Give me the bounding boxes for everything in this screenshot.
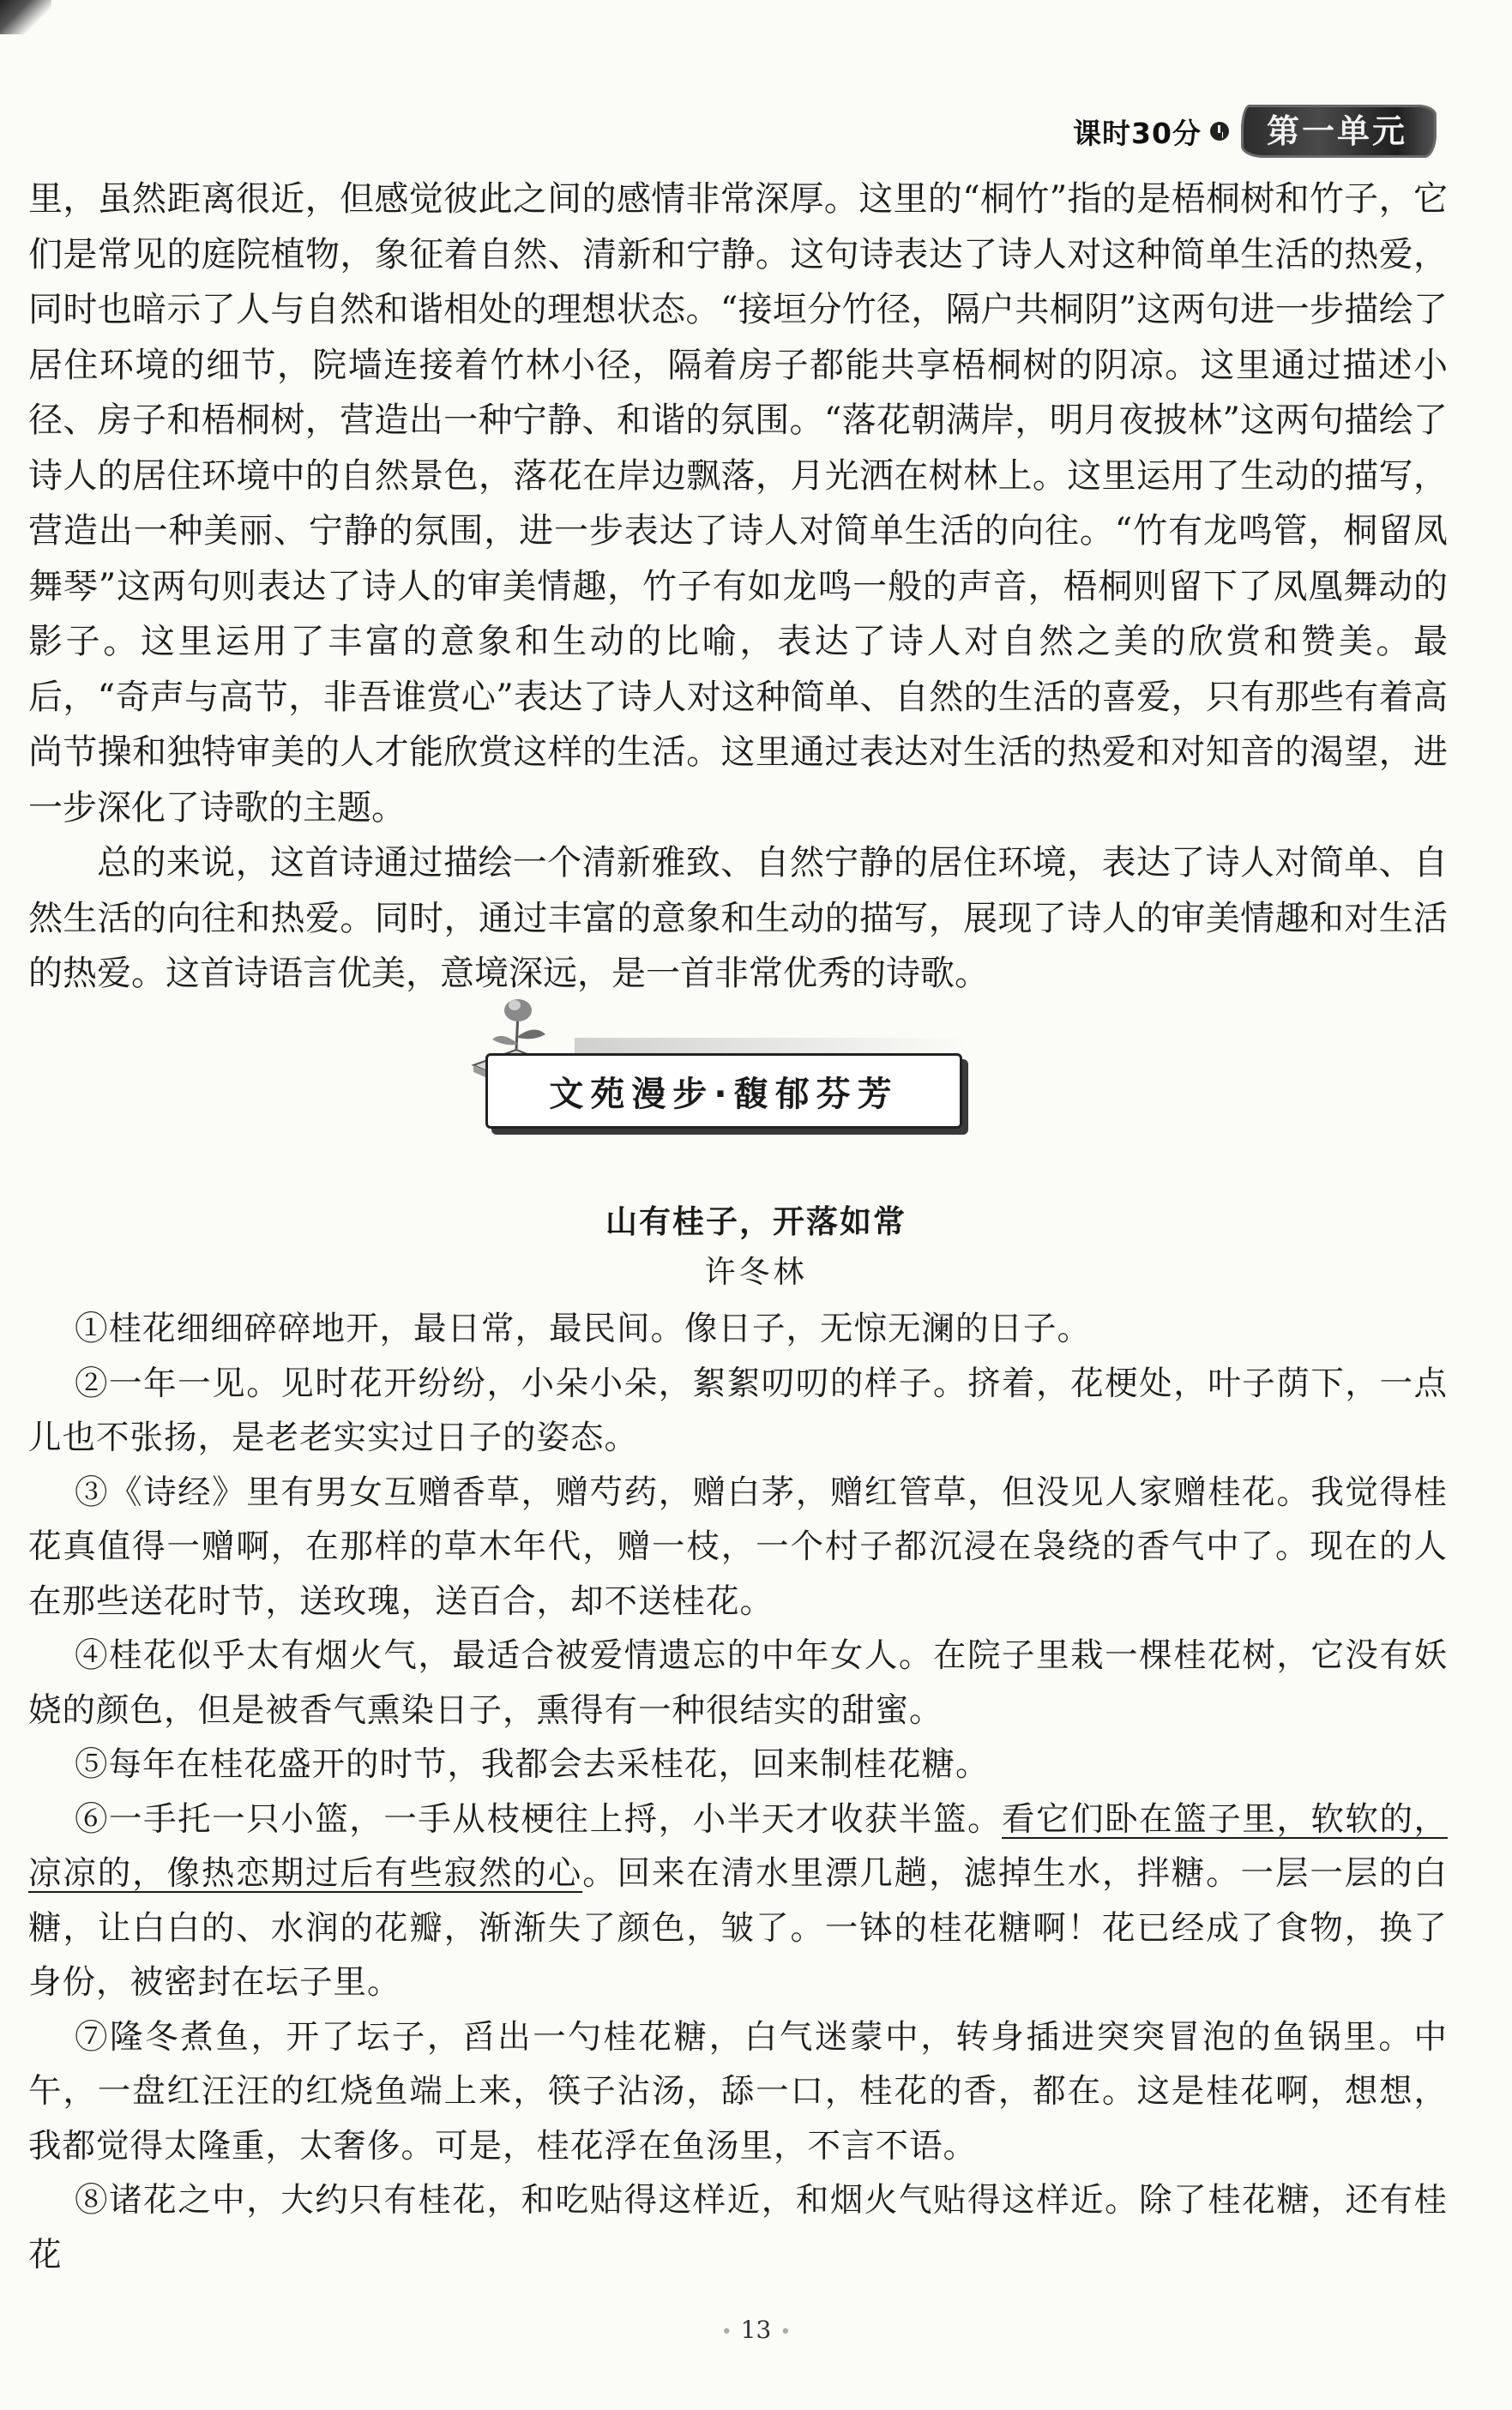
page-number-text: 13 [740,2316,772,2344]
clock-icon [1210,122,1229,141]
article-paragraph: ④桂花似乎太有烟火气，最适合被爱情遗忘的中年女人。在院子里栽一棵桂花树，它没有妖娆的颜色，但是被香气熏染日子，熏得有一种很结实的甜蜜。 [28,1636,1448,1730]
page-header [1073,101,1437,161]
article-body [28,1302,1448,2282]
article-paragraph: ①桂花细细碎碎地开，最日常，最民间。像日子，无惊无澜的日子。 [75,1310,1092,1348]
article-paragraph [28,1792,1448,2010]
scan-corner-shadow [0,0,51,34]
section-title-box [485,1053,962,1129]
header-label: 课时30分 [1073,116,1202,150]
poem-analysis [28,172,1448,1002]
article-paragraph: ⑤每年在桂花盛开的时节，我都会去采桂花，回来制桂花糖。 [75,1745,990,1784]
analysis-paragraph: 里，虽然距离很近，但感觉彼此之间的感情非常深厚。这里的“桐竹”指的是梧桐树和竹子，它们是常见的庭院植物，象征着自然、清新和宁静。这句诗表达了诗人对这种简单生活的热爱，同时也暗示了人与自然和谐相处的理想状态。“接垣分竹径，隔户共桐阴”这两句进一步描绘了居住环境的细节，院墙连接着竹林小径，隔着房子都能共享梧桐树的阴凉。这里通过描述小径、房子和梧桐树，营造出一种宁静、和谐的氛围。“落花朝满岸，明月夜披林”这两句描绘了诗人的居住环境中的自然景色，落花在岸边飘落，月光洒在树林上。这里运用了生动的描写，营造出一种美丽、宁静的氛围，进一步表达了诗人对简单生活的向往。“竹有龙鸣管，桐留凤舞琴”这两句则表达了诗人的审美情趣，竹子有如龙鸣一般的声音，梧桐则留下了凤凰舞动的影子。这里运用了丰富的意象和生动的比喻，表达了诗人对自然之美的欣赏和赞美。最后，“奇声与高节，非吾谁赏心”表达了诗人对这种简单、自然的生活的喜爱，只有那些有着高尚节操和独特审美的人才能欣赏这样的生活。这里通过表达对生活的热爱和对知音的渴望，进一步深化了诗歌的主题。 [28,179,1448,828]
article-paragraph: ②一年一见。见时花开纷纷，小朵小朵，絮絮叨叨的样子。挤着，花梗处，叶子荫下，一点儿也不张扬，是老老实实过日子的姿态。 [28,1364,1448,1457]
analysis-paragraph: 总的来说，这首诗通过描绘一个清新雅致、自然宁静的居住环境，表达了诗人对简单、自然生活的向往和热爱。同时，通过丰富的意象和生动的描写，展现了诗人的审美情趣和对生活的热爱。这首诗语言优美，意境深远，是一首非常优秀的诗歌。 [28,843,1448,993]
article-title: 山有桂子，开落如常 [605,1203,907,1240]
article-paragraph: ⑧诸花之中，大约只有桂花，和吃贴得这样近，和烟火气贴得这样近。除了桂花糖，还有桂花 [28,2181,1448,2274]
page-number-dot: • [720,2322,732,2343]
article-paragraph: ③《诗经》里有男女互赠香草，赠芍药，赠白茅，赠红管草，但没见人家赠桂花。我觉得桂花真值得一赠啊，在那样的草木年代，赠一枝，一个村子都沉浸在袅绕的香气中了。现在的人在那些送花时节，送玫瑰，送百合，却不送桂花。 [28,1473,1448,1621]
page-number [0,2316,1512,2344]
underlined-sentence: 看它们卧在篮子里，软软的，凉凉的，像热恋期过后有些寂然的心 [28,1799,1448,1893]
unit-badge: 第一单元 [1241,105,1437,158]
paragraph-text: ⑥一手托一只小篮，一手从枝梗往上捋，小半天才收获半篮。 [75,1799,1003,1839]
section-banner [463,986,978,1141]
banner-decoration [575,1038,969,1055]
paragraph-text: 。回来在清水里漂几趟，滤掉生水，拌糖。一层一层的白糖，让白白的、水润的花瓣，渐渐失了颜色，皱了。一钵的桂花糖啊！花已经成了食物，换了身份，被密封在坛子里。 [28,1854,1448,2002]
page-number-dot: • [780,2322,792,2343]
article-paragraph: ⑦隆冬煮鱼，开了坛子，舀出一勺桂花糖，白气迷蒙中，转身插进突突冒泡的鱼锅里。中午，一盘红汪汪的红烧鱼端上来，筷子沾汤，舔一口，桂花的香，都在。这是桂花啊，想想，我都觉得太隆重，太奢侈。可是，桂花浮在鱼汤里，不言不语。 [28,2017,1448,2166]
article-author: 许冬林 [704,1255,808,1290]
section-title: 文苑漫步·馥郁芬芳 [549,1074,899,1114]
